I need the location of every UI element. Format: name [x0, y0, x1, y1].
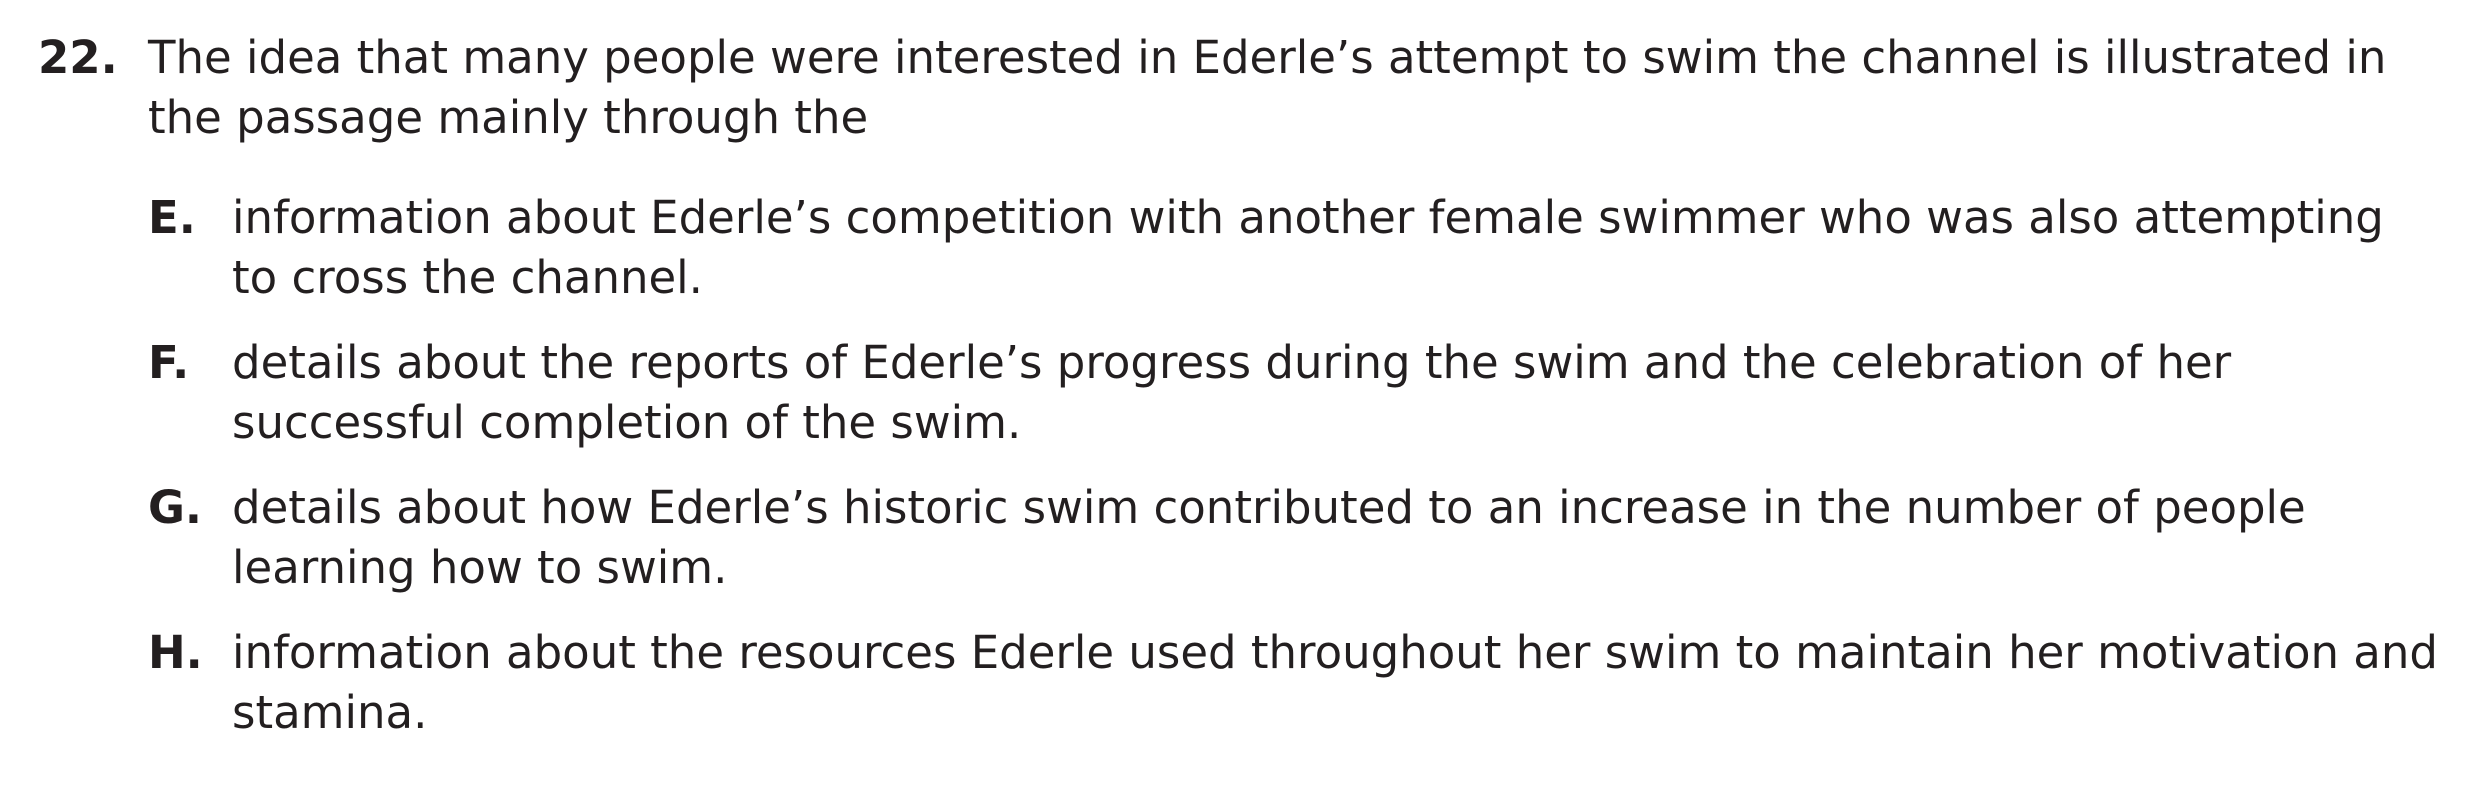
option-letter: H.	[148, 626, 203, 679]
option-text: details about how Ederle’s historic swim contributed to an increase in the number of people learning how to swim.	[232, 481, 2306, 594]
option-text: information about the resources Ederle used throughout her swim to maintain her motivation and stamina.	[232, 626, 2438, 739]
option-letter: F.	[148, 336, 190, 389]
answer-option-h[interactable]	[148, 623, 2438, 743]
option-text: information about Ederle’s competition with another female swimmer who was also attempting to cross the channel.	[232, 191, 2384, 304]
question-block	[38, 28, 2438, 768]
answer-option-f[interactable]	[148, 333, 2438, 453]
question-header	[38, 28, 2438, 148]
question-number: 22.	[38, 31, 118, 84]
answer-option-e[interactable]	[148, 188, 2438, 308]
option-letter: E.	[148, 191, 196, 244]
option-text: details about the reports of Ederle’s progress during the swim and the celebration of her successful completion of the swim.	[232, 336, 2232, 449]
option-letter: G.	[148, 481, 203, 534]
answer-option-g[interactable]	[148, 478, 2438, 598]
question-stem: The idea that many people were interested in Ederle’s attempt to swim the channel is illustrated in the passage mainly through the	[148, 31, 2387, 144]
answer-options	[148, 188, 2438, 743]
